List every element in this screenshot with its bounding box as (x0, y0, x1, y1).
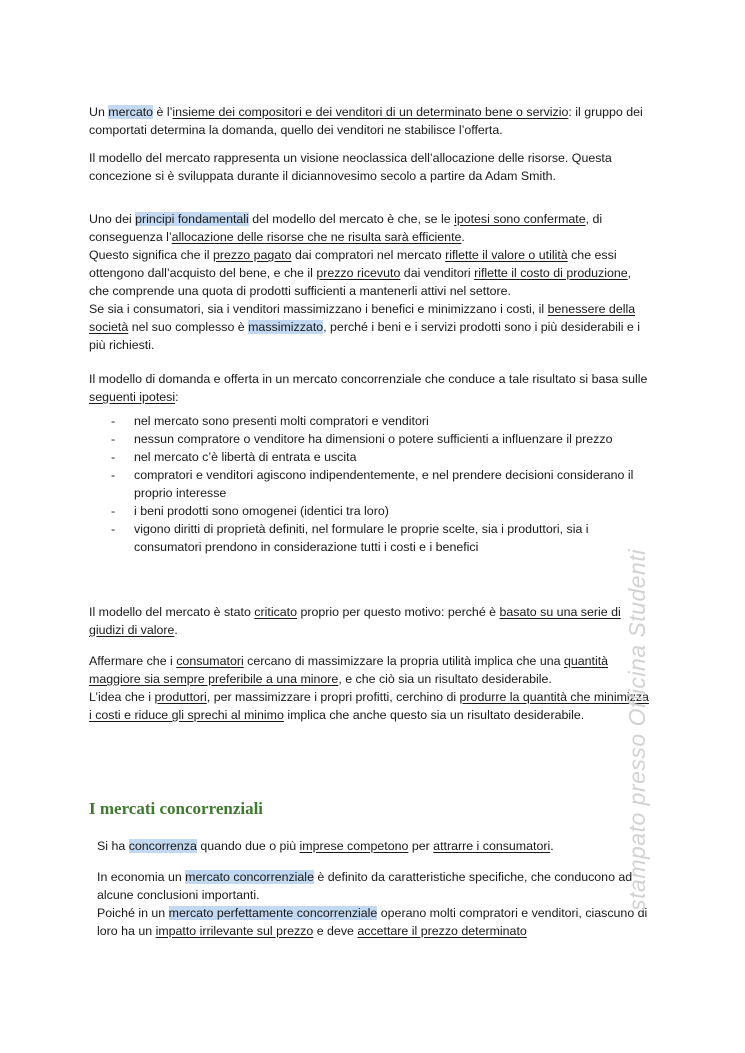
paragraph-model: Il modello del mercato rappresenta un visione neoclassica dell’allocazione delle risorse. Questa concezione si è sviluppata durante il diciannovesimo secolo a partire da Adam Smith. (89, 151, 612, 183)
list-item: - i beni prodotti sono omogenei (identici tra loro) (89, 502, 649, 520)
paragraph-competitive-market: In economia un mercato concorrenziale è definito da caratteristiche specifiche, che conducono ad alcune conclusioni importanti. Poiché in un mercato perfettamente concorrenziale operano molti compratori e venditori, ciascuno di loro ha un impatto irrilevante sul prezzo e deve accettare il prezzo determinato (97, 870, 648, 938)
paragraph-criticism: Il modello del mercato è stato criticato proprio per questo motivo: perché è basato su una serie di giudizi di valore. (89, 605, 621, 637)
paragraph-consumers-producers: Affermare che i consumatori cercano di massimizzare la propria utilità implica che una quantità maggiore sia sempre preferibile a una minore, e che ciò sia un risultato desiderabile. L’idea che i produttori, per massimizzare i propri profitti, cerchino di produrre la quantità che minimizza i costi e riduce gli sprechi al minimo implica che anche questo sia un risultato desiderabile. (89, 654, 649, 722)
paragraph-hypotheses-intro: Il modello di domanda e offerta in un mercato concorrenziale che conduce a tale risultato si basa sulle seguenti ipotesi: (89, 372, 648, 404)
watermark (617, 535, 657, 925)
list-item: - nel mercato c’è libertà di entrata e uscita (89, 448, 649, 466)
list-item: - compratori e venditori agiscono indipendentemente, e nel prendere decisioni considerano il proprio interesse (89, 466, 649, 502)
list-item: - vigono diritti di proprietà definiti, nel formulare le proprie scelte, sia i produttori, sia i consumatori prendono in considerazione tutti i costi e i benefici (89, 520, 649, 556)
watermark-text: stampato presso Officina Studenti (624, 549, 650, 911)
paragraph-competition: Si ha concorrenza quando due o più imprese competono per attrarre i consumatori. (97, 839, 554, 853)
list-item: - nessun compratore o venditore ha dimensioni o potere sufficienti a influenzare il prezzo (89, 430, 649, 448)
section-heading: I mercati concorrenziali (89, 799, 264, 818)
hypotheses-list (89, 412, 649, 556)
list-item: - nel mercato sono presenti molti compratori e venditori (89, 412, 649, 430)
paragraph-definition: Un mercato è l’insieme dei compositori e dei venditori di un determinato bene o servizio: il gruppo dei comportati determina la domanda, quello dei venditori ne stabilisce l’offerta. (89, 105, 643, 137)
paragraph-principles: Uno dei principi fondamentali del modello del mercato è che, se le ipotesi sono confermate, di conseguenza l’allocazione delle risorse che ne risulta sarà efficiente. Questo significa che il prezzo pagato dai compratori nel mercato riflette il valore o utilità che essi ottengono dall’acquisto del bene, e che il prezzo ricevuto dai venditori riflette il costo di produzione, che comprende una quota di prodotti sufficienti a mantenerli attivi nel settore. Se sia i consumatori, sia i venditori massimizzano i benefici e minimizzano i costi, il benessere della società nel suo complesso è massimizzato, perché i beni e i servizi prodotti sono i più desiderabili e i più richiesti. (89, 212, 640, 352)
